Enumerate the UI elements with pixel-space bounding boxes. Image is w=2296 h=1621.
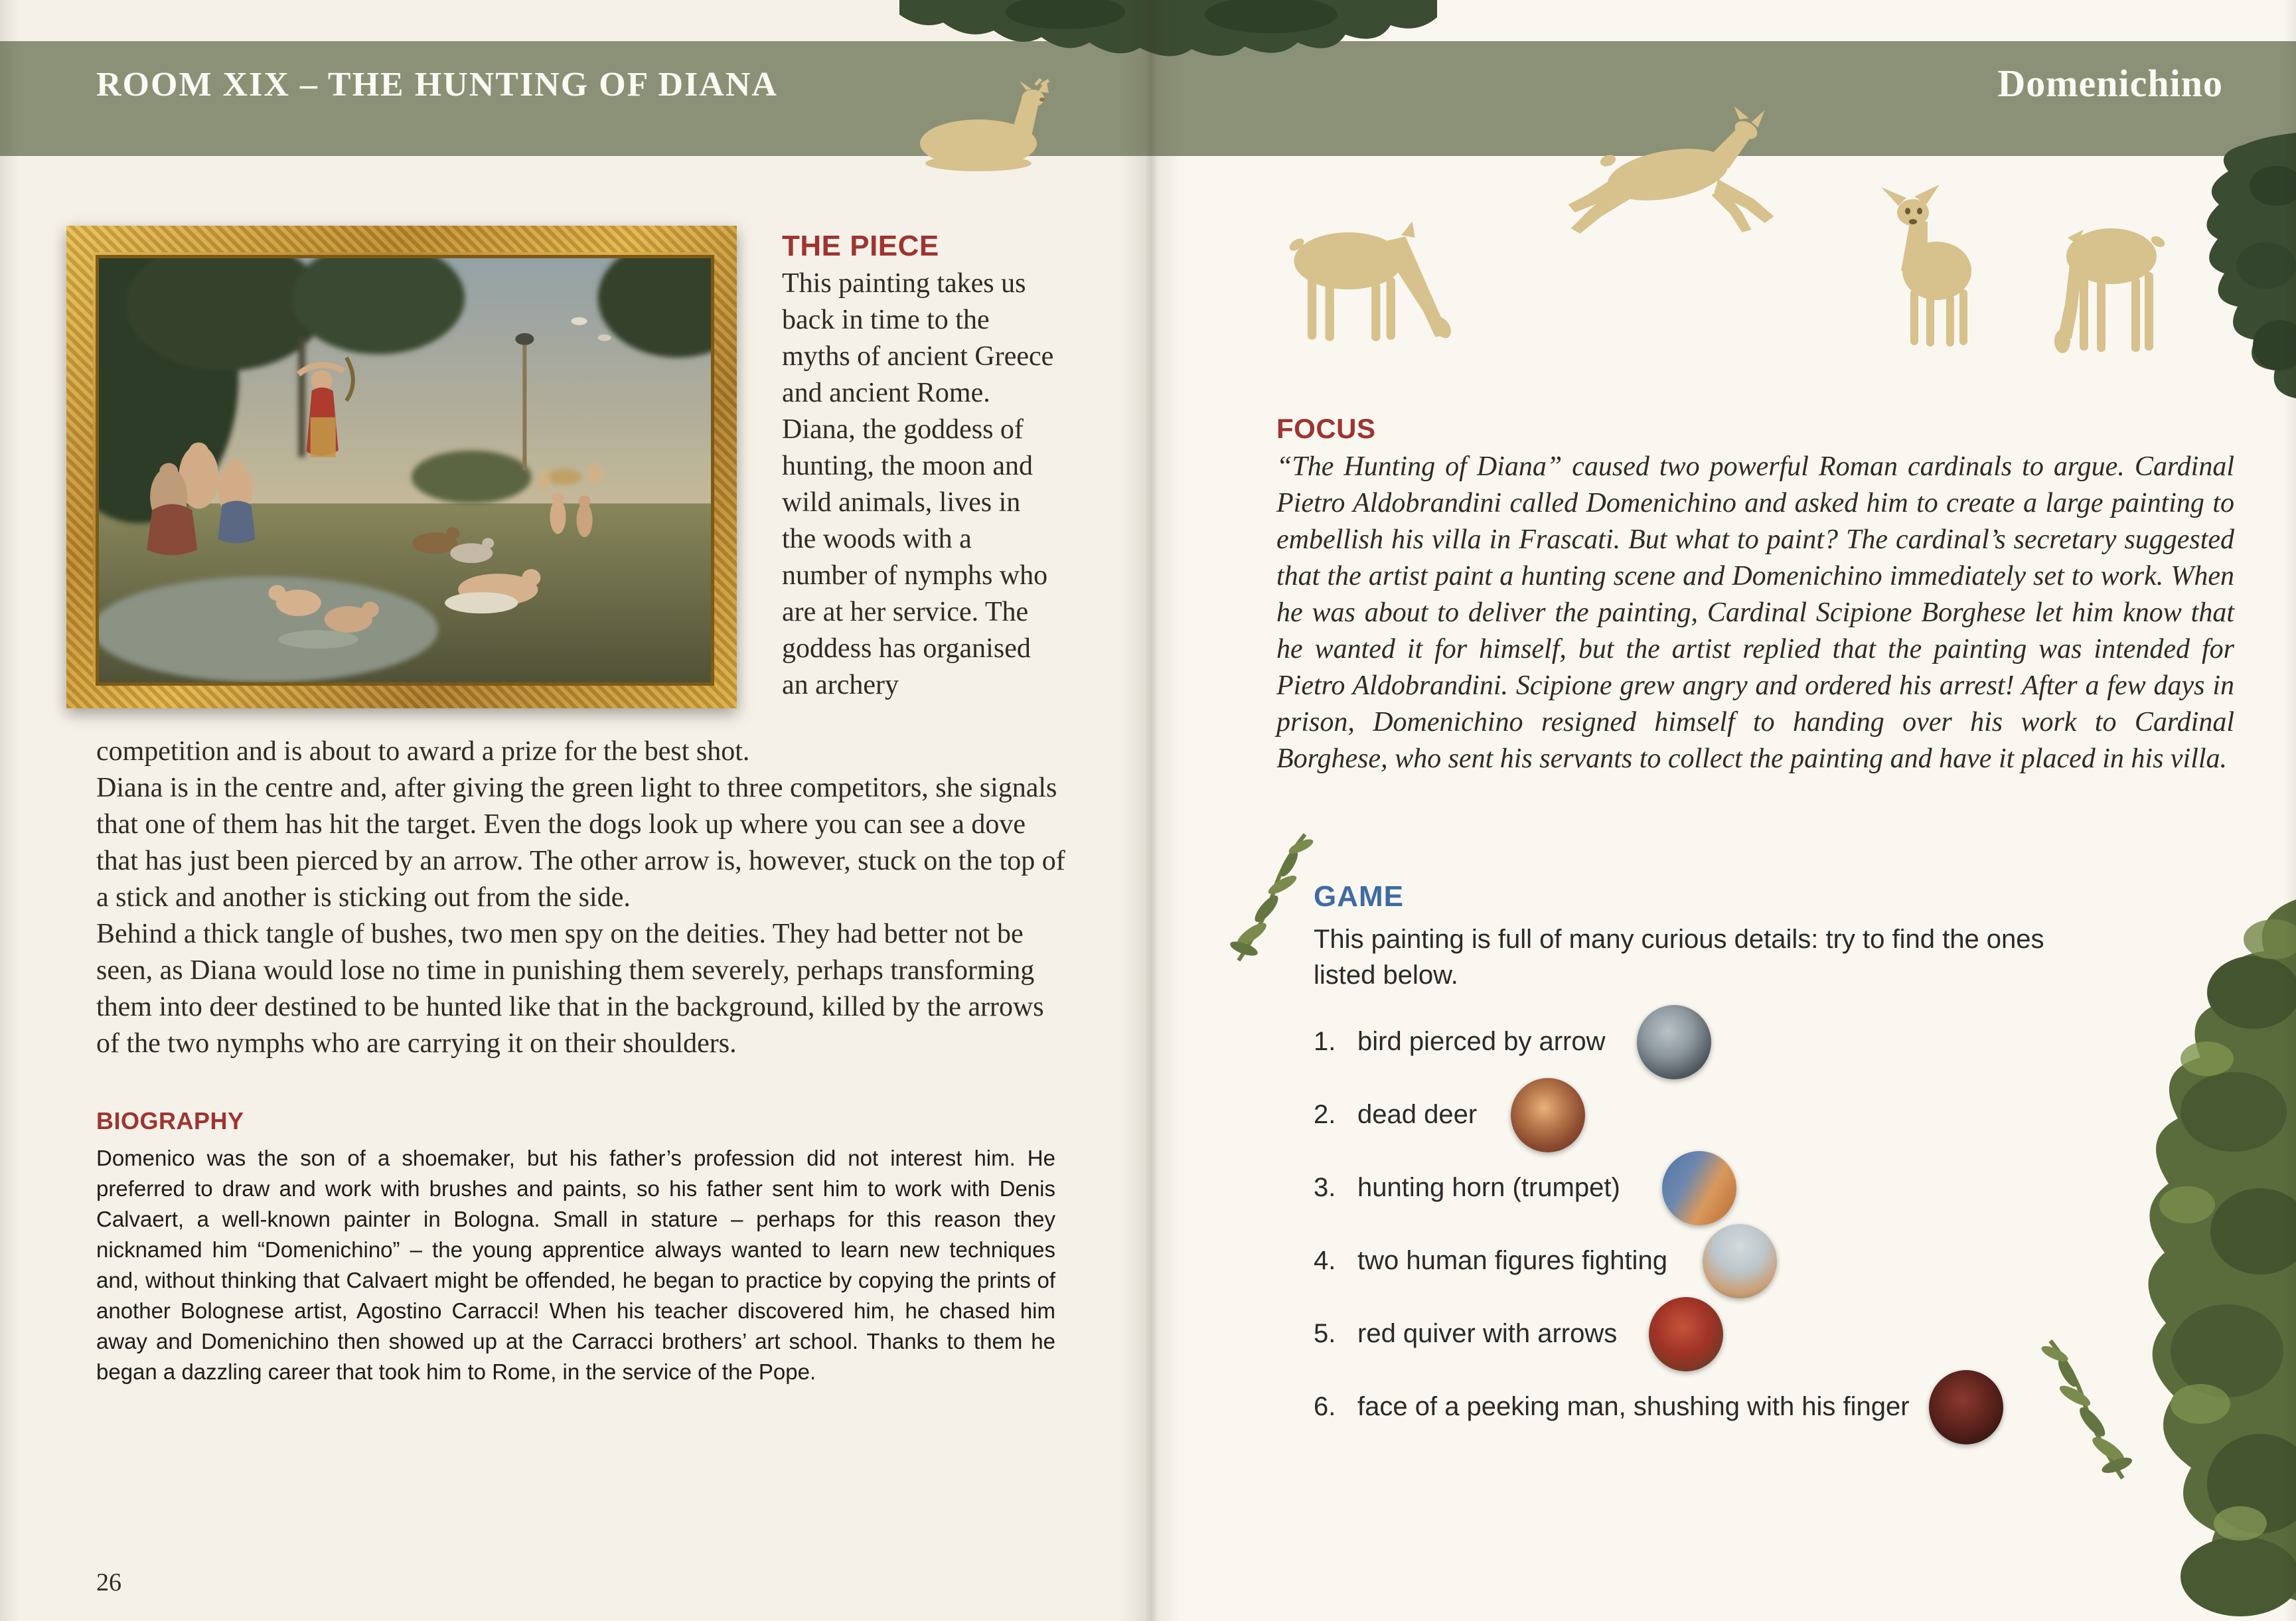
game-list-item bbox=[1314, 1391, 1910, 1464]
game-list-item bbox=[1314, 1099, 1910, 1172]
game-list-item bbox=[1314, 1245, 1910, 1318]
artist-name: Domenichino bbox=[1997, 62, 2223, 105]
paragraph: Diana, the goddess of hunting, the moon and wild animals, lives in the woods with a number of nymphs who are at her service. The goddess has organised an archery bbox=[782, 414, 1048, 700]
biography-text: Domenico was the son of a shoemaker, but his father’s profession did not interest him. He preferred to draw and work with brushes and paints, so his father sent him to work with Denis Calvaert, a well-known painter in Bologna. Small in stature – perhaps for this reason they nicknamed him “Domenichino” – the young apprentice always wanted to learn new techniques and, without thinking that Calvaert might be offended, he began to practice by copying the prints of another Bolognese artist, Agostino Carracci! When his teacher discovered him, he chased him away and Domenichino then showed up at the Carracci brothers’ art school. Thanks to them he began a dazzling career that took him to Rome, in the service of the Pope. bbox=[96, 1146, 1055, 1384]
room-title: ROOM XIX – THE HUNTING OF DIANA bbox=[96, 66, 778, 104]
lying-deer-icon bbox=[905, 78, 1071, 178]
piece-heading: THE PIECE bbox=[782, 230, 939, 262]
leaping-deer-icon bbox=[1553, 105, 1789, 251]
leafy-bush-icon bbox=[2041, 899, 2296, 1621]
game-list bbox=[1314, 1026, 1910, 1464]
piece-column-text bbox=[782, 266, 1061, 704]
grazing-deer-head-down-icon bbox=[2033, 198, 2166, 360]
piece-body-text bbox=[96, 733, 1072, 1062]
item-number: 4. bbox=[1314, 1246, 1336, 1275]
item-label: hunting horn (trumpet) bbox=[1357, 1173, 1620, 1202]
page-number: 26 bbox=[96, 1569, 121, 1596]
game-list-item bbox=[1314, 1026, 1910, 1099]
leaf-sprig-icon bbox=[2023, 1326, 2143, 1486]
biography-heading: BIOGRAPHY bbox=[96, 1107, 244, 1134]
paragraph: Diana is in the centre and, after giving the green light to three competitors, she signals that one of them has hit the target. Even the dogs look up where you can see a dove that has just been pierced by an arrow. The other arrow is, however, stuck on the top of a stick and another is sticking out from the side. bbox=[96, 773, 1065, 913]
game-detail-thumbnail-face bbox=[1929, 1370, 2003, 1444]
standing-fawn-icon bbox=[1872, 178, 1988, 350]
framed-painting bbox=[66, 226, 737, 708]
item-label: two human figures fighting bbox=[1357, 1246, 1667, 1275]
game-list-item bbox=[1314, 1318, 1910, 1391]
tree-canopy-top-icon bbox=[899, 0, 1437, 72]
game-heading: GAME bbox=[1314, 880, 1404, 913]
game-intro: This painting is full of many curious details: try to find the ones listed below. bbox=[1314, 925, 2044, 990]
item-number: 2. bbox=[1314, 1100, 1336, 1129]
item-number: 1. bbox=[1314, 1027, 1336, 1056]
leaf-sprig-icon bbox=[1225, 818, 1325, 970]
paragraph: competition and is about to award a prize for the best shot. bbox=[96, 736, 750, 767]
hunting-of-diana-painting bbox=[99, 258, 711, 682]
focus-heading: FOCUS bbox=[1276, 413, 1376, 444]
item-label: bird pierced by arrow bbox=[1357, 1027, 1606, 1056]
game-list-item bbox=[1314, 1172, 1910, 1245]
item-label: face of a peeking man, shushing with his finger bbox=[1357, 1392, 1910, 1421]
item-number: 5. bbox=[1314, 1319, 1336, 1348]
focus-text: “The Hunting of Diana” caused two powerful Roman cardinals to argue. Cardinal Pietro Aldobrandini called Domenichino and asked him to create a large painting to embellish his villa in Frascati. But what to paint? The cardinal’s secretary suggested that the artist paint a hunting scene and Domenichino immediately set to work. When he was about to deliver the painting, Cardinal Scipione Borghese let him know that he wanted it for himself, but the artist replied that the painting was intended for Pietro Aldobrandini. Scipione grew angry and ordered his arrest! After a few days in prison, Domenichino resigned himself to handing over his work to Cardinal Borghese, who sent his servants to collect the painting and have it placed in his villa. bbox=[1276, 451, 2234, 774]
paragraph: Behind a thick tangle of bushes, two men spy on the deities. They had better not be seen, as Diana would lose no time in punishing them severely, perhaps transforming them into deer destined to be hunted like that in the background, killed by the arrows of the two nymphs who are carrying it on their shoulders. bbox=[96, 919, 1044, 1059]
item-label: red quiver with arrows bbox=[1357, 1319, 1618, 1348]
tree-canopy-corner-icon bbox=[2157, 133, 2296, 398]
item-label: dead deer bbox=[1357, 1100, 1478, 1129]
painting-canvas bbox=[96, 255, 714, 686]
paragraph: This painting takes us back in time to the myths of ancient Greece and ancient Rome. bbox=[782, 268, 1054, 408]
item-number: 6. bbox=[1314, 1392, 1336, 1421]
item-number: 3. bbox=[1314, 1173, 1336, 1202]
grazing-deer-icon bbox=[1271, 202, 1464, 345]
